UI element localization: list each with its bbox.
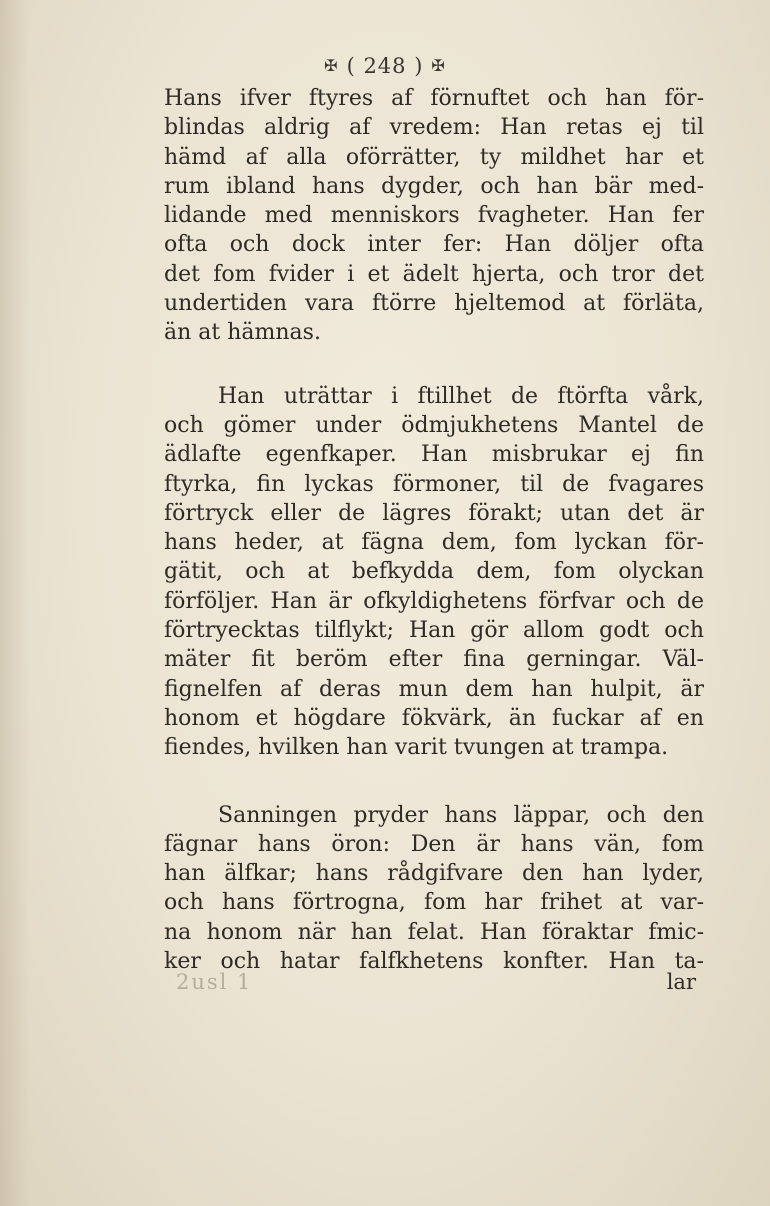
text-line: fignelfen af deras mun dem han hulpit, är [164, 676, 704, 702]
signature-mark: 2usl 1 [176, 970, 253, 994]
paragraph-1 [164, 84, 704, 348]
body-text [164, 84, 704, 976]
text-line: Sanningen pryder hans läppar, och den [218, 802, 704, 828]
text-line: och hans förtrogna, fom har frihet at var- [164, 890, 704, 916]
text-line: lidande med menniskors fvagheter. Han fer [164, 203, 704, 229]
text-line: ofta och dock inter fer: Han döljer ofta [164, 232, 704, 258]
text-line: undertiden vara ftörre hjeltemod at förläta, [164, 291, 704, 317]
text-line: förföljer. Han är ofkyldighetens förfvar och de [164, 588, 704, 614]
text-line: fägnar hans öron: Den är hans vän, fom [164, 831, 704, 857]
text-line: honom et högdare fökvärk, än fuckar af en [164, 705, 704, 731]
text-line: hämd af alla oförrätter, ty mildhet har et [164, 144, 704, 170]
text-line: ker och hatar falfkhetens konfter. Han ta- [164, 949, 704, 975]
text-line: det fom fvider i et ädelt hjerta, och tror det [164, 261, 704, 287]
text-line: Hans ifver ftyres af förnuftet och han för- [164, 86, 704, 111]
text-line: och gömer under ödmjukhetens Mantel de [164, 412, 704, 438]
text-line: förtryecktas tilflykt; Han gör allom godt och [164, 618, 704, 644]
cross-ornament-icon: ✠ [431, 56, 446, 75]
text-line: ftyrka, fin lyckas förmoner, til de fvagares [164, 471, 704, 497]
page-footer [164, 967, 704, 997]
page-number: ( 248 ) [346, 54, 424, 78]
text-line: Han uträttar i ftillhet de ftörfta vårk, [218, 383, 704, 409]
text-line: mäter fit beröm efter fina gerningar. Väl- [164, 647, 704, 673]
page-header [0, 54, 770, 78]
text-line: rum ibland hans dygder, och han bär med- [164, 173, 704, 199]
text-line: gätit, och at befkydda dem, fom olyckan [164, 559, 704, 585]
catchword: lar [666, 970, 696, 994]
text-line: blindas aldrig af vredem: Han retas ej til [164, 115, 704, 141]
text-line: fiendes, hvilken han varit tvungen at trampa. [164, 735, 669, 761]
text-line: hans heder, at fägna dem, fom lyckan för- [164, 530, 704, 556]
text-line: ädlafte egenfkaper. Han misbrukar ej fin [164, 442, 704, 468]
cross-ornament-icon: ✠ [324, 56, 339, 75]
paragraph-3 [164, 801, 704, 977]
text-line: än at hämnas. [164, 320, 321, 346]
text-line: na honom när han felat. Han föraktar fmic- [164, 919, 704, 945]
text-line: förtryck eller de lägres förakt; utan det är [164, 500, 704, 526]
paragraph-2 [164, 382, 704, 763]
text-line: han älfkar; hans rådgifvare den han lyder, [164, 861, 704, 887]
